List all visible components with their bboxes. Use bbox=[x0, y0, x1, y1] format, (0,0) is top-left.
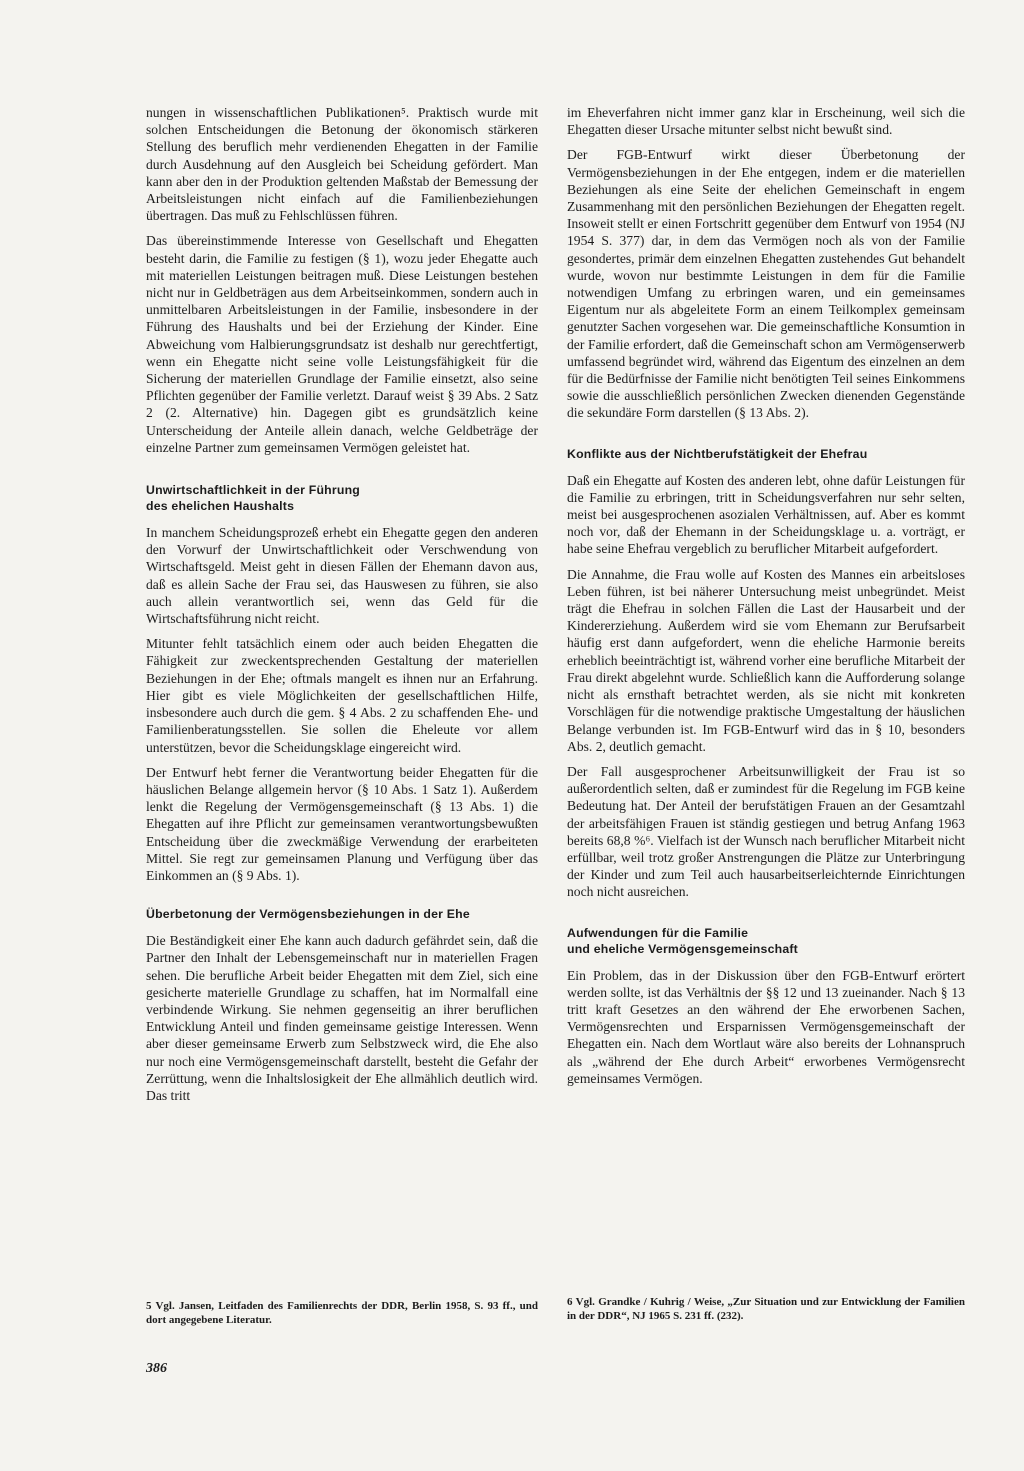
heading-line: Aufwendungen für die Familie bbox=[567, 925, 749, 940]
paragraph: Daß ein Ehegatte auf Kosten des anderen lebt, ohne dafür Leistungen für die Familie zu erbringen, tritt in Scheidungsverfahren nur sehr selten, meist bei ausgesprochenen asozialen Verhältnissen, auf. Aber es kommt noch vor, daß der Ehemann in der Scheidungsklage u. a. vorträgt, er habe seine Ehefrau vergeblich zu beruflicher Mitarbeit aufgefordert. bbox=[567, 472, 965, 557]
paragraph: Der Entwurf hebt ferner die Verantwortung beider Ehegatten für die häuslichen Belange allgemein hervor (§ 10 Abs. 1 Satz 1). Außerdem lenkt die Regelung der Vermögensgemeinschaft (§ 13 Abs. 1) die Ehegatten auf ihre Pflicht zur gemeinsamen verantwortungsbewußten Entscheidung über die zweckmäßige Verwendung der erarbeiteten Mittel. Sie regt zur gemeinsamen Planung und Verfügung über das Einkommen an (§ 9 Abs. 1). bbox=[146, 764, 538, 883]
page-number: 386 bbox=[146, 1361, 167, 1376]
footnote: 6 Vgl. Grandke / Kuhrig / Weise, „Zur Situation und zur Entwicklung der Familien in der DDR“, NJ 1965 S. 231 ff. (232). bbox=[567, 1296, 965, 1322]
paragraph: Das übereinstimmende Interesse von Gesellschaft und Ehegatten besteht darin, die Familie zu festigen (§ 1), wozu jeder Ehegatte auch mit materiellen Leistungen beitragen muß. Diese Leistungen bestehen nicht nur in Geldbeträgen aus dem Arbeitseinkommen, sondern auch in unmittelbaren Arbeitsleistungen in der Familie, insbesondere in der Führung des Haushalts und bei der Erziehung der Kinder. Eine Abweichung vom Halbierungsgrundsatz ist deshalb nur gerechtfertigt, wenn ein Ehegatte nicht seine volle Leistungsfähigkeit für die Sicherung der materiellen Grundlage der Familie einsetzt, also seine Pflichten gegenüber der Familie verletzt. Darauf weist § 39 Abs. 2 Satz 2 (2. Alternative) hin. Dagegen gibt es grundsätzlich keine Unterscheidung der Anteile allein danach, welche Geldbeträge der einzelne Partner zum gemeinsamen Vermögen geleistet hat. bbox=[146, 233, 538, 455]
section-heading: Konflikte aus der Nichtberufstätigkeit der Ehefrau bbox=[567, 446, 868, 461]
footnote: 5 Vgl. Jansen, Leitfaden des Familienrechts der DDR, Berlin 1958, S. 93 ff., und dort angegebene Literatur. bbox=[146, 1300, 538, 1326]
paragraph: Die Annahme, die Frau wolle auf Kosten des Mannes ein arbeitsloses Leben führen, ist bei näherer Untersuchung meist unbegründet. Meist trägt die Ehefrau in solchen Fällen die Last der Hausarbeit und der Kindererziehung. Außerdem wird sie vom Ehemann zur Berufsarbeit häufig erst dann aufgefordert, wenn die eheliche Harmonie bereits erheblich beeinträchtigt ist, während vorher eine berufliche Mitarbeit der Frau direkt abgelehnt wurde. Schließlich kann die Aufforderung solange nicht als ernsthaft betrachtet werden, als sie nicht mit konkreten Vorschlägen für die notwendige praktische Umgestaltung der häuslichen Belange verbunden ist. Im FGB-Entwurf wird das in § 10, besonders Abs. 2, deutlich gemacht. bbox=[567, 566, 965, 754]
left-column bbox=[146, 104, 538, 1112]
paragraph: Der FGB-Entwurf wirkt dieser Überbetonung der Vermögensbeziehungen in der Ehe entgegen, indem er die materiellen Beziehungen als eine Seite der ehelichen Gemeinschaft in engem Zusammenhang mit den persönlichen Beziehungen der Ehegatten regelt. Insoweit stellt er einen Fortschritt gegenüber dem Entwurf von 1954 (NJ 1954 S. 377) dar, in dem das Vermögen noch als von der Familie gesondertes, primär dem einzelnen Ehegatten zustehendes Gut behandelt wurde, wovon nur bestimmte Leistungen in dem für die Familie notwendigen Umfang zu erbringen waren, und ein gemeinsames Eigentum nur als abgeleitete Form an einem Teilkomplex gemeinsam genutzter Sachen vorgesehen war. Die gemeinschaftliche Konsumtion in der Familie erfordert, daß die Gemeinschaft schon am Vermögenserwerb umfassend begründet wird, während das Eigentum des einzelnen an dem für die Bedürfnisse der Familie nicht benötigten Teil seines Einkommens sowie die ausschließlich persönlichen Zwecken dienenden Gegenstände die sekundäre Form darstellen (§ 13 Abs. 2). bbox=[567, 147, 965, 421]
heading-line: des ehelichen Haushalts bbox=[146, 499, 295, 514]
heading-line: Unwirtschaftlichkeit in der Führung bbox=[146, 483, 361, 498]
section-heading bbox=[567, 925, 965, 957]
section-heading bbox=[146, 482, 538, 514]
right-column bbox=[567, 104, 965, 1095]
paragraph: Die Beständigkeit einer Ehe kann auch dadurch gefährdet sein, daß die Partner den Inhalt der Lebensgemeinschaft nur in materiellen Fragen sehen. Die berufliche Arbeit beider Ehegatten mit dem Ziel, sich eine gesicherte materielle Grundlage zu schaffen, hat im Normalfall eine verbindende Wirkung. Sie nehmen gegenseitig an ihrer beruflichen Entwicklung Anteil und finden gemeinsame geistige Interessen. Wenn aber dieser gemeinsame Erwerb zum Selbstzweck wird, die Ehe also nur noch eine Vermögensgemeinschaft darstellt, besteht die Gefahr der Zerrüttung, wenn die Inhaltslosigkeit der Ehe allmählich deutlich wird. Das tritt bbox=[146, 933, 538, 1103]
footnote-area bbox=[567, 1296, 965, 1323]
paragraph: im Eheverfahren nicht immer ganz klar in Erscheinung, weil sich die Ehegatten dieser Ursache mitunter selbst nicht bewußt sind. bbox=[567, 105, 965, 138]
paragraph: In manchem Scheidungsprozeß erhebt ein Ehegatte gegen den anderen den Vorwurf der Unwirtschaftlichkeit oder Verschwendung von Wirtschaftsgeld. Meist geht in diesen Fällen der Ehemann davon aus, daß es allein Sache der Frau sei, das Hauswesen zu führen, sie also auch allein verantwortlich sei, wenn das Geld für die Wirtschaftsführung nicht reicht. bbox=[146, 525, 538, 627]
paragraph: nungen in wissenschaftlichen Publikationen⁵. Praktisch wurde mit solchen Entscheidungen die Betonung der ökonomisch stärkeren Stellung des beruflich mehr verdienenden Ehegatten in der Familie durch Ausdehnung auf den Ausgleich bei Scheidung gefördert. Man kann aber den in der Produktion geltenden Maßstab der Bemessung der Arbeitsleistungen nicht einfach auf die Familienbeziehungen übertragen. Das muß zu Fehlschlüssen führen. bbox=[146, 105, 538, 224]
paragraph: Ein Problem, das in der Diskussion über den FGB-Entwurf erörtert werden sollte, ist das Verhältnis der §§ 12 und 13 zueinander. Nach § 13 tritt kraft Gesetzes an den während der Ehe erworbenen Sachen, Vermögensrechten und Ersparnissen Vermögensgemeinschaft der Ehegatten ein. Nach dem Wortlaut wäre also bereits der Lohnanspruch als „während der Ehe durch Arbeit“ erworbenes Vermögensrecht gemeinsames Vermögen. bbox=[567, 967, 965, 1086]
footnote-area bbox=[146, 1300, 538, 1327]
heading-line: und eheliche Vermögensgemeinschaft bbox=[567, 941, 798, 956]
paragraph: Der Fall ausgesprochener Arbeitsunwilligkeit der Frau ist so außerordentlich selten, daß er zumindest für die Regelung im FGB keine Bedeutung hat. Der Anteil der berufstätigen Frauen an der Gesamtzahl der arbeitsfähigen Frauen ist ständig gestiegen und betrug Anfang 1963 bereits 68,8 %⁶. Vielfach ist der Wunsch nach beruflicher Mitarbeit nicht erfüllbar, weil trotz großer Anstrengungen die Plätze zur Unterbringung der Kinder und zum Teil auch hausarbeitserleichternde Einrichtungen noch nicht ausreichen. bbox=[567, 763, 965, 900]
paragraph: Mitunter fehlt tatsächlich einem oder auch beiden Ehegatten die Fähigkeit zur zweckentsprechenden Gestaltung der materiellen Beziehungen in der Ehe; oftmals mangelt es ihnen nur an Erfahrung. Hier gibt es viele Möglichkeiten der gesellschaftlichen Hilfe, insbesondere auch durch die gem. § 4 Abs. 2 zu schaffenden Ehe- und Familienberatungsstellen. Sie sollen die Eheleute vor allem unterstützen, bevor die Scheidungsklage eingereicht wird. bbox=[146, 636, 538, 755]
section-heading: Überbetonung der Vermögensbeziehungen in der Ehe bbox=[146, 907, 470, 922]
